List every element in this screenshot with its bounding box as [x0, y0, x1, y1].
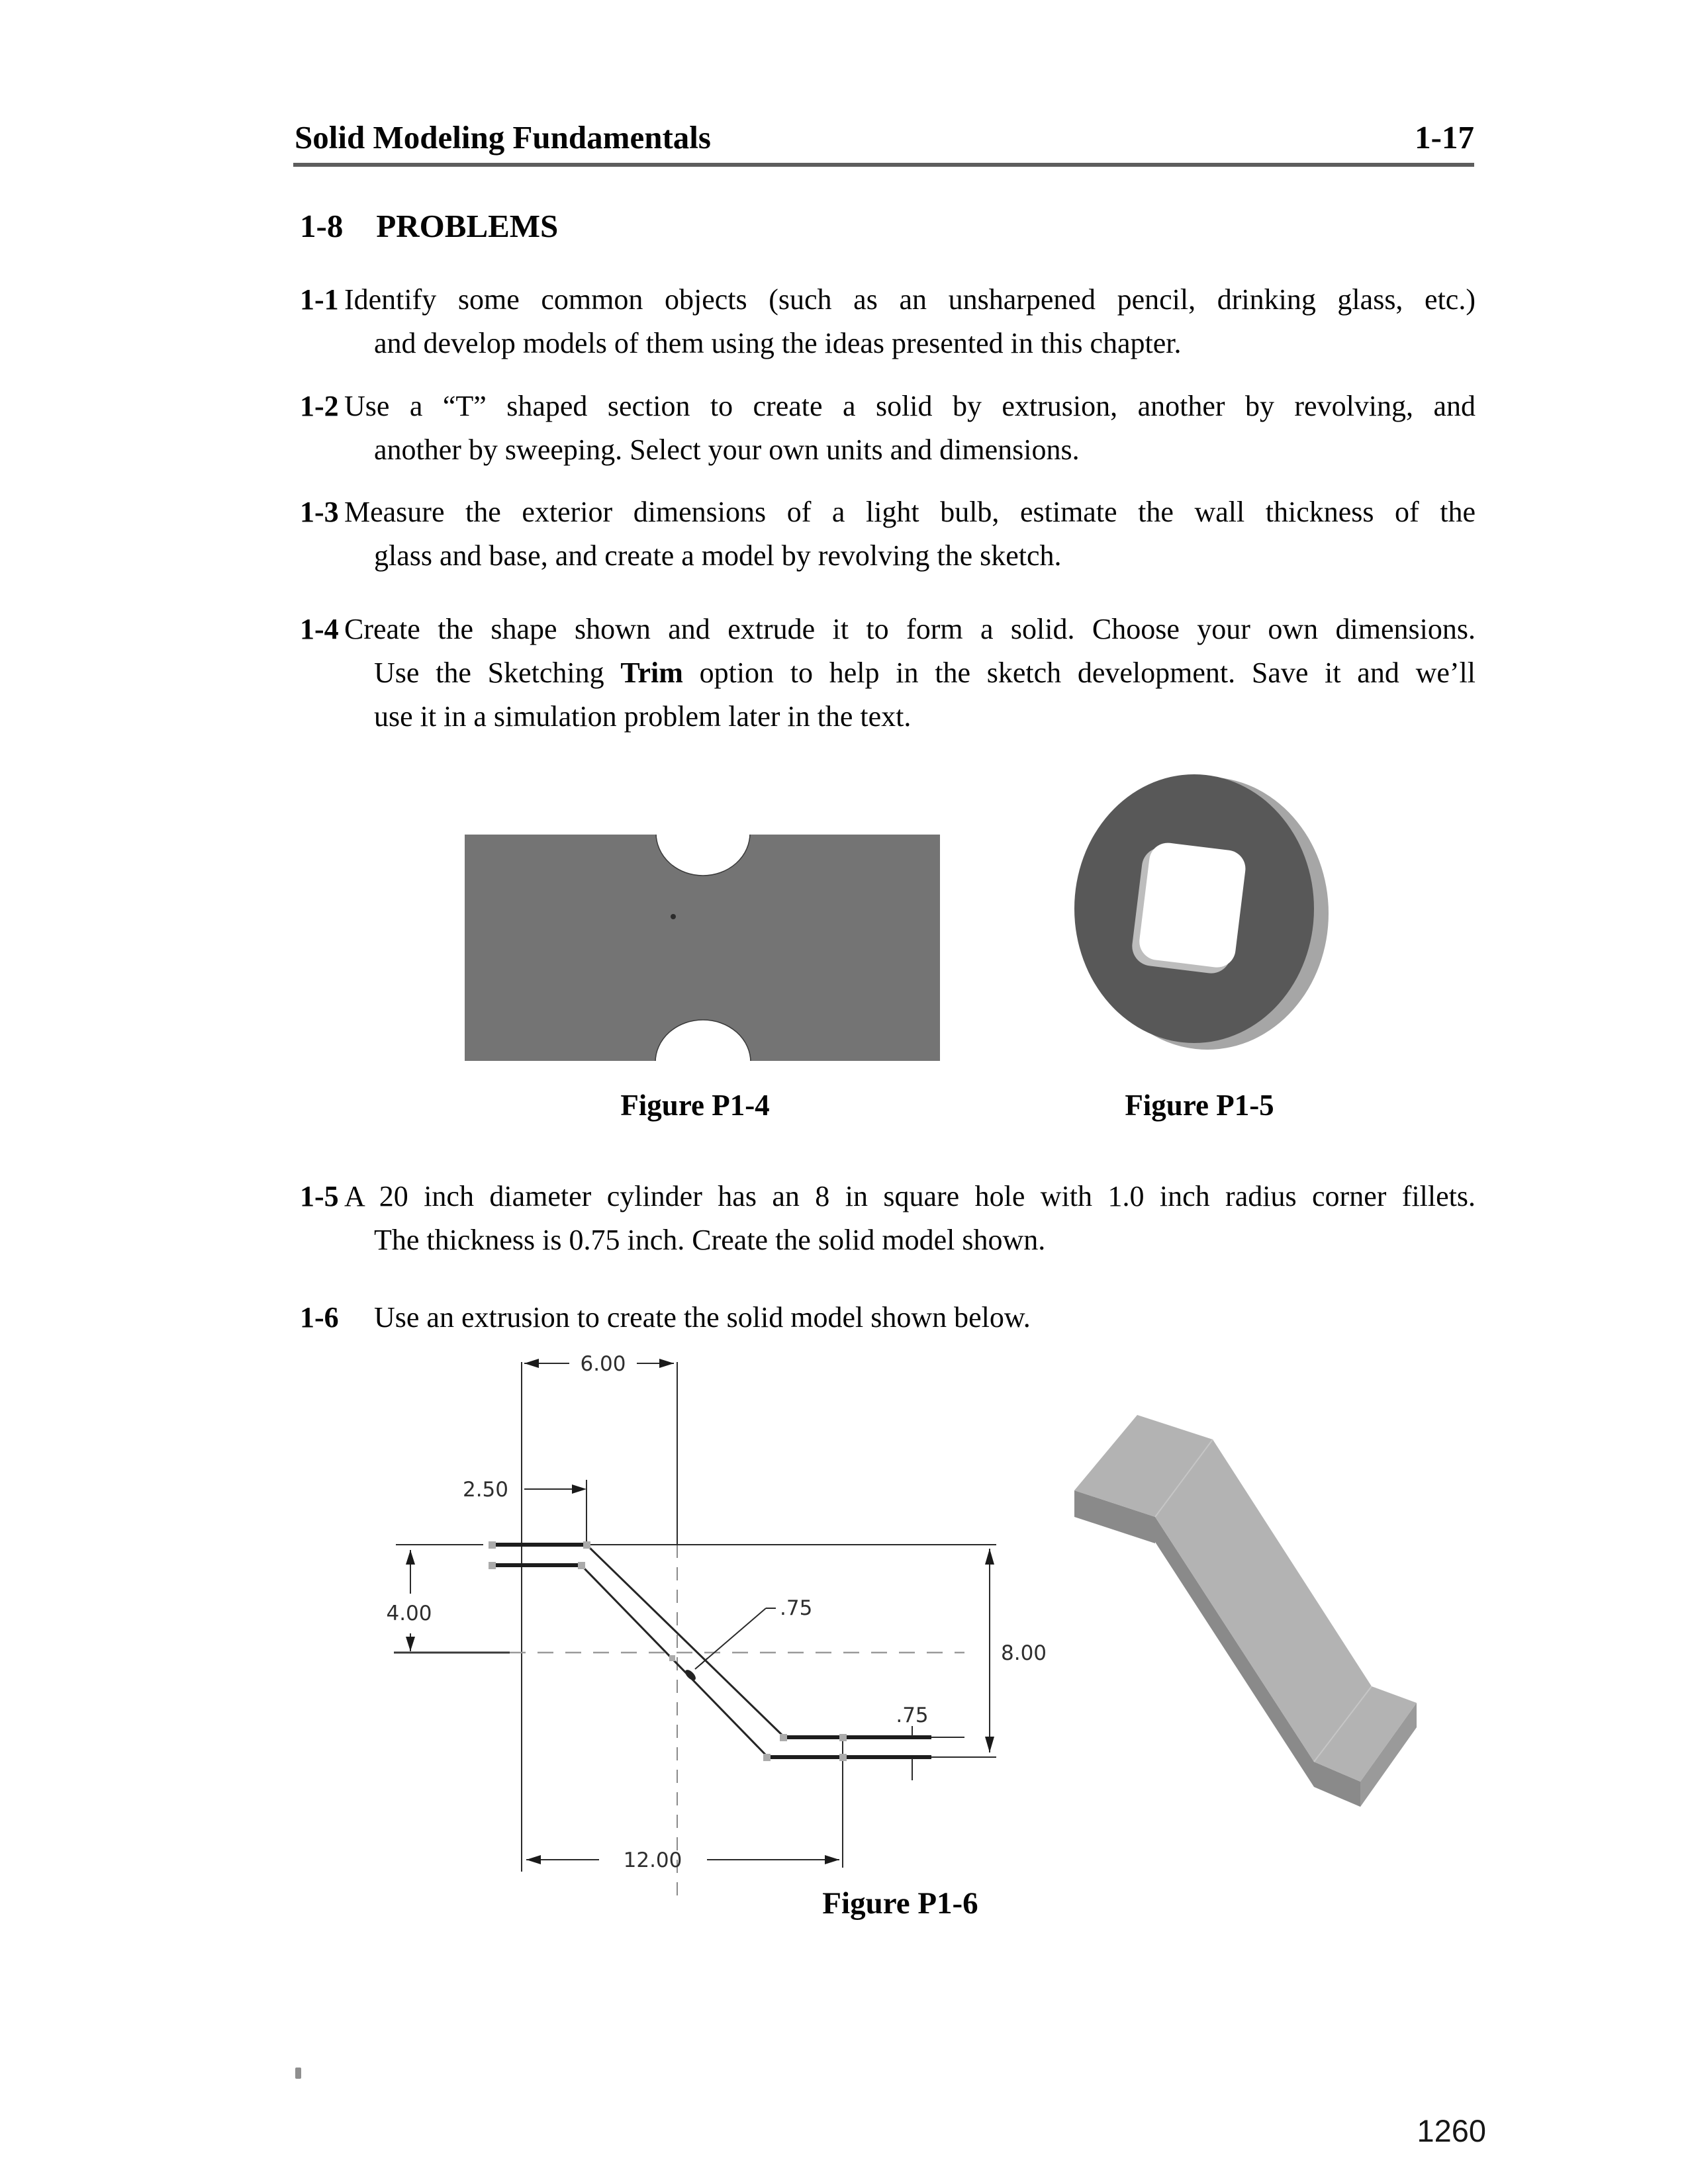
profile-diagonal-upper	[586, 1545, 784, 1737]
section-title: PROBLEMS	[376, 208, 559, 244]
problem-number: 1-5	[300, 1180, 339, 1212]
leader-line	[695, 1608, 766, 1669]
problem-number: 1-1	[300, 283, 339, 316]
arrow	[985, 1737, 994, 1752]
mask	[465, 1061, 940, 1066]
figure-p1-5-caption: Figure P1-5	[1125, 1089, 1274, 1122]
problem-line: Identify some common objects (such as an unsharpened pencil, drinking glass, etc.)	[344, 283, 1476, 316]
dim-4-label: 4.00	[386, 1602, 432, 1625]
figure-p1-6-image	[371, 1350, 1430, 1913]
dim-12-label: 12.00	[623, 1848, 682, 1872]
problem-line: A 20 inch diameter cylinder has an 8 in square hole with 1.0 inch radius corner fillets.	[344, 1180, 1476, 1212]
header-title: Solid Modeling Fundamentals	[295, 119, 711, 156]
mask	[465, 821, 940, 835]
arrow	[524, 1359, 539, 1368]
problem-line: Use an extrusion to create the solid model shown below.	[374, 1301, 1031, 1334]
arrow	[985, 1549, 994, 1565]
problem-line: Create the shape shown and extrude it to form a solid. Choose your own dimensions.	[344, 613, 1476, 645]
dim-75-leader-label: .75	[780, 1596, 813, 1620]
scan-speck	[295, 2068, 301, 2079]
problem-line: another by sweeping. Select your own units and dimensions.	[374, 433, 1080, 466]
section-number: 1-8	[300, 208, 344, 244]
problem-number: 1-6	[300, 1301, 339, 1334]
dim-6-label: 6.00	[580, 1352, 626, 1376]
model-3d	[1074, 1415, 1417, 1807]
dim-8-label: 8.00	[1001, 1641, 1047, 1665]
header-rule	[293, 163, 1474, 167]
page-number: 1260	[1417, 2113, 1486, 2148]
problem-line: Use a “T” shaped section to create a solid by extrusion, another by revolving, and	[344, 390, 1476, 422]
line-segment: Use the Sketching	[374, 657, 621, 689]
figure-p1-5-image	[1059, 748, 1344, 1066]
center-speck	[671, 914, 676, 919]
header-page-ref: 1-17	[1415, 119, 1474, 156]
arrow	[659, 1359, 674, 1368]
arrow	[406, 1637, 415, 1651]
arrow	[695, 1657, 708, 1669]
section-heading	[300, 207, 558, 245]
problem-line	[300, 651, 1476, 695]
model-diagonal-face	[1155, 1439, 1372, 1762]
figure-p1-4-caption: Figure P1-4	[620, 1089, 770, 1122]
problem-1-5	[300, 1175, 1476, 1262]
problem-1-4	[300, 608, 1476, 739]
problem-number: 1-3	[300, 496, 339, 528]
arrow	[572, 1484, 586, 1494]
problem-1-3	[300, 490, 1476, 578]
problem-line: The thickness is 0.75 inch. Create the solid model shown.	[374, 1224, 1046, 1256]
problem-line: and develop models of them using the ideas presented in this chapter.	[374, 327, 1182, 359]
problem-1-2	[300, 385, 1476, 472]
page-header	[295, 118, 1474, 158]
figure-p1-4-image	[424, 821, 947, 1066]
square-hole	[1137, 841, 1248, 969]
figure-p1-6-caption: Figure P1-6	[822, 1886, 978, 1921]
trim-keyword: Trim	[620, 657, 683, 689]
dim-75-bottom-label: .75	[896, 1704, 929, 1727]
problem-1-1	[300, 278, 1476, 365]
problem-line: glass and base, and create a model by revolving the sketch.	[374, 539, 1062, 572]
arrow	[526, 1855, 541, 1864]
sketch-handles	[489, 1541, 847, 1761]
line-segment: option to help in the sketch development. Save it and we’ll	[682, 657, 1476, 689]
square-hole-group	[1130, 840, 1248, 976]
problem-line: Measure the exterior dimensions of a light bulb, estimate the wall thickness of the	[344, 496, 1476, 528]
arrow	[406, 1550, 415, 1565]
problem-number: 1-4	[300, 613, 339, 645]
arrow	[825, 1855, 839, 1864]
problem-number: 1-2	[300, 390, 339, 422]
leader-dot	[683, 1668, 697, 1682]
dim-250-label: 2.50	[462, 1478, 508, 1502]
problem-line: use it in a simulation problem later in the text.	[374, 700, 912, 733]
problem-1-6	[300, 1296, 1476, 1340]
